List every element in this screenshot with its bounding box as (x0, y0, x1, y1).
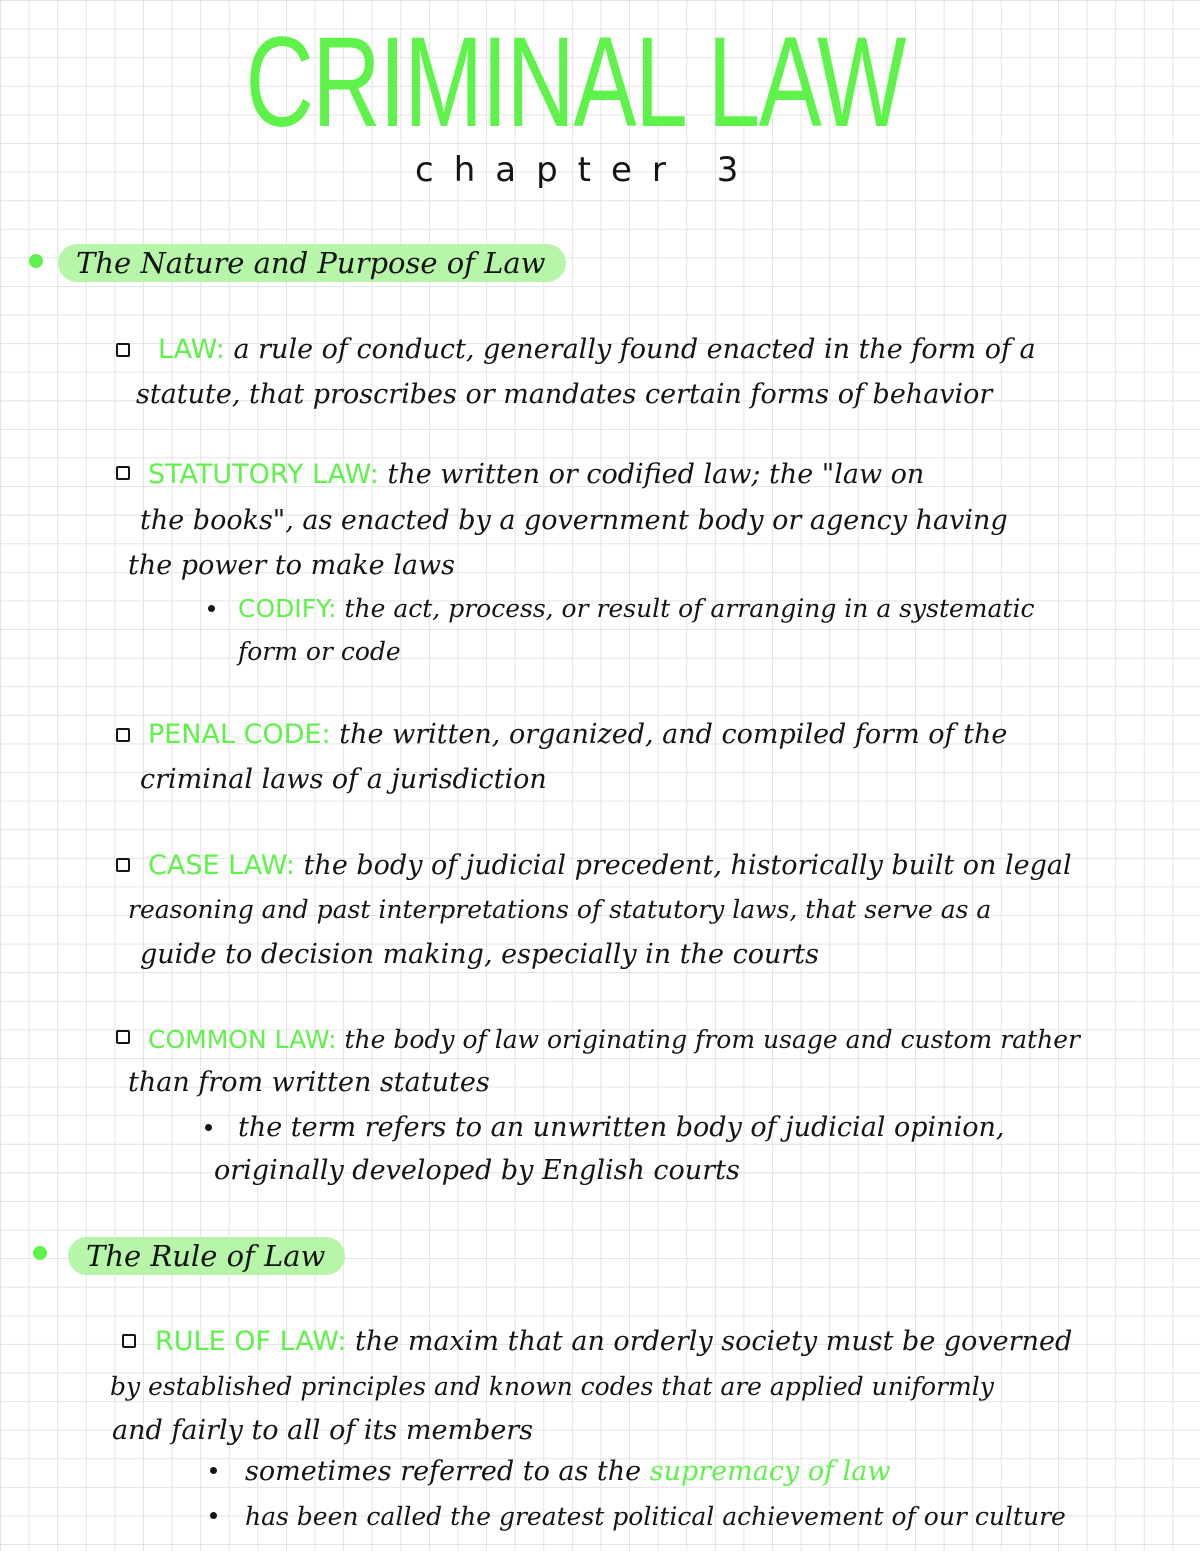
checkbox-icon (122, 1334, 136, 1348)
section-bullet-icon (33, 1246, 47, 1260)
section-bullet-icon (29, 254, 43, 268)
term-codify: CODIFY: (238, 594, 337, 623)
item-rule-line-1: RULE OF LAW: the maxim that an orderly society must be governed (155, 1326, 1073, 1357)
sub-rule-line-2: has been called the greatest political achievement of our culture (245, 1502, 1066, 1531)
term-statutory-law: STATUTORY LAW: (148, 459, 379, 490)
term-law: LAW: (158, 334, 225, 365)
item-rule-line-2: by established principles and known codes that are applied uniformly (110, 1372, 994, 1401)
term-penal-code: PENAL CODE: (148, 719, 331, 750)
term-rule-of-law: RULE OF LAW: (155, 1326, 347, 1357)
item-statutory-line-1: STATUTORY LAW: the written or codified law; the "law on (148, 459, 925, 490)
sub-codify-line-2: form or code (238, 637, 401, 666)
item-penal-line-1: PENAL CODE: the written, organized, and compiled form of the (148, 719, 1008, 750)
item-statutory-line-2: the books", as enacted by a government body or agency having (140, 505, 1008, 536)
section-heading-nature-purpose: The Nature and Purpose of Law (58, 244, 566, 282)
bullet-icon (208, 605, 215, 612)
section-heading-rule-of-law: The Rule of Law (68, 1237, 345, 1275)
item-case-line-2: reasoning and past interpretations of statutory laws, that serve as a (128, 895, 992, 924)
item-case-line-1: CASE LAW: the body of judicial precedent, historically built on legal (148, 850, 1072, 881)
item-law-line-2: statute, that proscribes or mandates certain forms of behavior (136, 379, 993, 410)
sub-rule-line-1: sometimes referred to as the supremacy of law (245, 1456, 891, 1487)
checkbox-icon (116, 466, 130, 480)
term-common-law: COMMON LAW: (148, 1025, 337, 1054)
checkbox-icon (116, 343, 130, 357)
term-case-law: CASE LAW: (148, 850, 295, 881)
item-common-line-2: than from written statutes (128, 1067, 490, 1098)
checkbox-icon (116, 728, 130, 742)
item-law-line-1: LAW: a rule of conduct, generally found enacted in the form of a (158, 334, 1036, 365)
bullet-icon (210, 1512, 217, 1519)
item-rule-line-3: and fairly to all of its members (112, 1415, 534, 1446)
checkbox-icon (116, 1030, 130, 1044)
page-title: CRIMINAL LAW (245, 11, 905, 154)
sub-common-line-2: originally developed by English courts (214, 1155, 740, 1186)
bullet-icon (205, 1124, 212, 1131)
sub-common-line-1: the term refers to an unwritten body of judicial opinion, (238, 1112, 1005, 1143)
item-statutory-line-3: the power to make laws (128, 550, 455, 581)
item-case-line-3: guide to decision making, especially in the courts (140, 939, 819, 970)
chapter-subtitle: chapter 3 (415, 150, 759, 190)
sub-codify-line-1: CODIFY: the act, process, or result of arranging in a systematic (238, 594, 1035, 623)
item-penal-line-2: criminal laws of a jurisdiction (140, 764, 547, 795)
item-common-line-1: COMMON LAW: the body of law originating from usage and custom rather (148, 1025, 1080, 1054)
bullet-icon (210, 1467, 217, 1474)
highlight-supremacy-of-law: supremacy of law (649, 1456, 891, 1487)
checkbox-icon (116, 858, 130, 872)
